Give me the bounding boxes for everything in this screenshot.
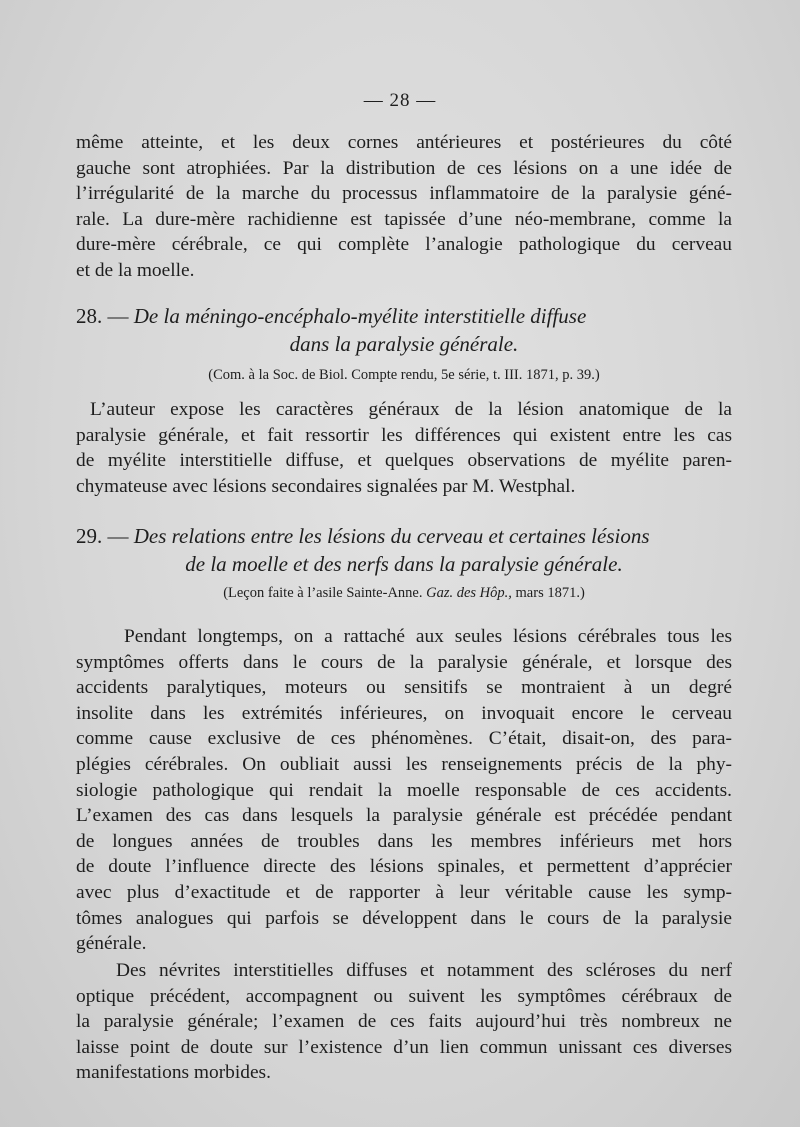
entry-29-body-1 [76, 624, 732, 957]
entry-29-title [76, 522, 732, 578]
text-line: paralysie générale, et fait ressortir les différences qui existent entre les cas [76, 424, 732, 446]
citation-journal: Gaz. des Hôp., [426, 585, 512, 601]
text-line: plégies cérébrales. On oubliait aussi les renseignements précis de la phy- [76, 753, 732, 775]
text-line: insolite dans les extrémités inférieures, on invoquait encore le cerveau [76, 702, 732, 724]
text-line: de doute l’influence directe des lésions spinales, et permettent d’apprécier [76, 856, 732, 878]
entry-28-number: 28. — [76, 304, 129, 328]
citation-prefix: (Leçon faite à l’asile Sainte-Anne. [223, 585, 423, 601]
text-line: gauche sont atrophiées. Par la distribution de ces lésions on a une idée de [76, 157, 732, 179]
text-line: et de la moelle. [76, 259, 195, 281]
text-line: générale. [76, 933, 147, 955]
entry-28-body [76, 397, 732, 499]
entry-28-citation: (Com. à la Soc. de Biol. Compte rendu, 5e série, t. III. 1871, p. 39.) [208, 367, 600, 383]
entry-29-title-line1: Des relations entre les lésions du cerveau et certaines lésions [133, 524, 650, 548]
text-line: optique précédent, accompagnent ou suivent les symptômes cérébraux de [76, 985, 732, 1007]
entry-28-title [76, 302, 732, 358]
text-line: comme cause exclusive de ces phénomènes. C’était, disait-on, des para- [76, 728, 732, 750]
text-line: la paralysie générale; l’examen de ces faits aujourd’hui très nombreux ne [76, 1011, 732, 1033]
text-line: Pendant longtemps, on a rattaché aux seules lésions cérébrales tous les [124, 626, 732, 647]
text-line: même atteinte, et les deux cornes antérieures et postérieures du côté [76, 132, 732, 153]
text-line: laisse point de doute sur l’existence d’un lien commun unissant ces diverses [76, 1036, 732, 1058]
text-line: avec plus d’exactitude et de rapporter à leur véritable cause les symp- [76, 881, 732, 903]
entry-29-number: 29. — [76, 524, 129, 548]
text-line: symptômes offerts dans le cours de la paralysie générale, et lorsque des [76, 651, 732, 673]
page-number: — 28 — [363, 90, 437, 111]
entry-29-body-2 [76, 958, 732, 1086]
text-line: l’irrégularité de la marche du processus inflammatoire de la paralysie géné- [76, 183, 732, 205]
text-line: de longues années de troubles dans les membres inférieurs met hors [76, 830, 732, 852]
text-line: L’examen des cas dans lesquels la paralysie générale est précédée pendant [76, 805, 732, 827]
citation-suffix: mars 1871.) [515, 585, 585, 601]
text-line: L’auteur expose les caractères généraux de la lésion anatomique de la [90, 399, 732, 420]
text-line: chymateuse avec lésions secondaires signalées par M. Westphal. [76, 475, 576, 497]
entry-28-title-line2: dans la paralysie générale. [289, 332, 519, 356]
entry-29-title-line2: de la moelle et des nerfs dans la paralysie générale. [185, 552, 623, 576]
text-line: siologie pathologique qui rendait la moelle responsable de ces accidents. [76, 779, 732, 801]
text-line: dure-mère cérébrale, ce qui complète l’analogie pathologique du cerveau [76, 234, 732, 256]
text-line: de myélite interstitielle diffuse, et quelques observations de myélite paren- [76, 450, 732, 472]
entry-28-title-line1: De la méningo-encéphalo-myélite interstitielle diffuse [133, 304, 587, 328]
text-line: accidents paralytiques, moteurs ou sensitifs se montraient à un degré [76, 677, 732, 699]
text-line: rale. La dure-mère rachidienne est tapissée d’une néo-membrane, comme la [76, 208, 732, 230]
text-line: tômes analogues qui parfois se développent dans le cours de la paralysie [76, 907, 732, 929]
text-line: Des névrites interstitielles diffuses et notamment des scléroses du nerf [116, 960, 732, 981]
entry-29-citation [76, 584, 732, 602]
text-line: manifestations morbides. [76, 1062, 271, 1084]
paragraph-continuation [76, 130, 732, 284]
